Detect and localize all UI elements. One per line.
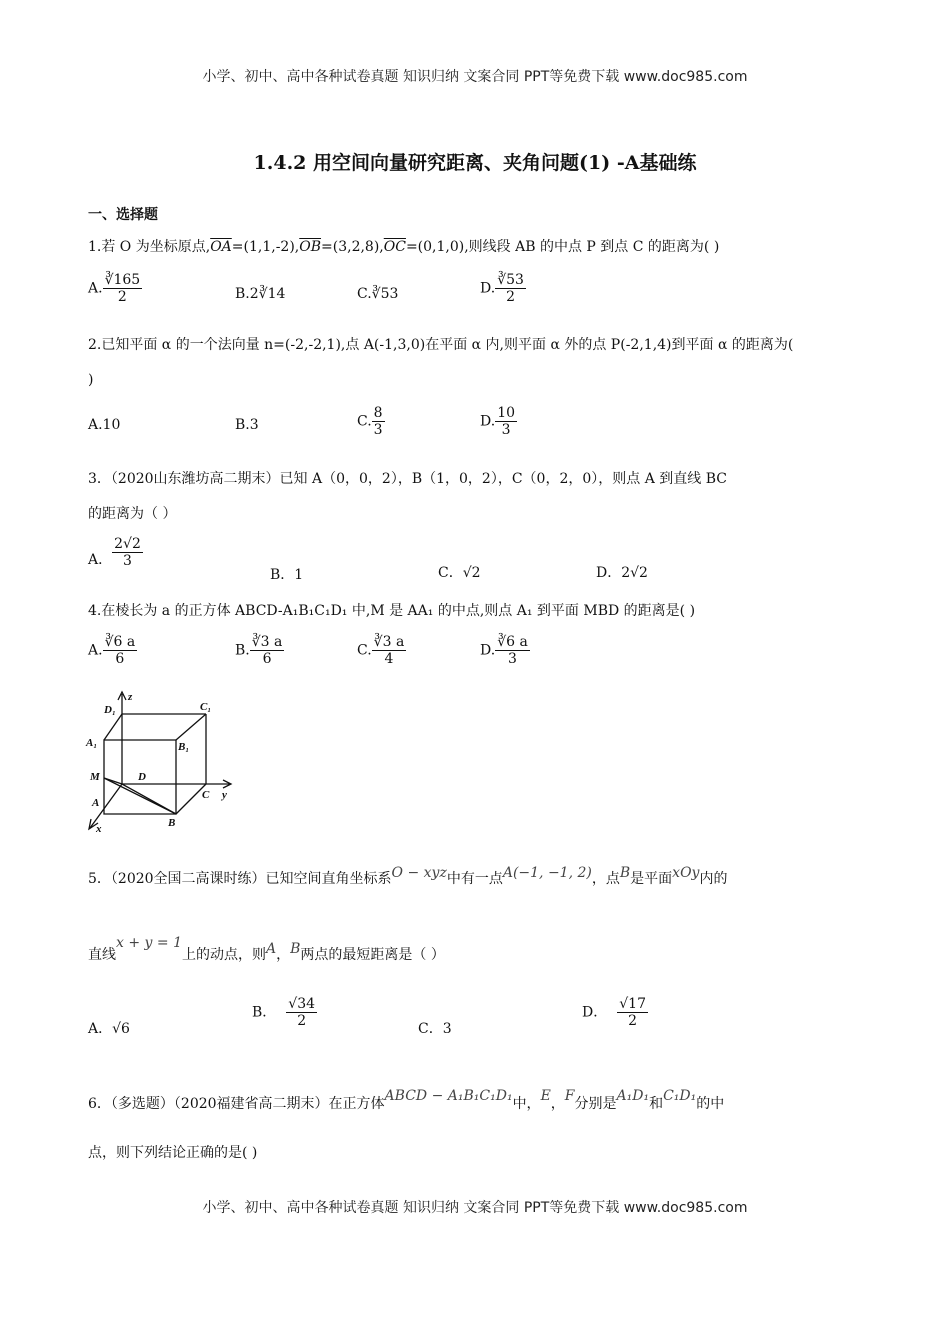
- q5-option-b[interactable]: B． $\frac{√34}{2}$: [252, 996, 316, 1029]
- question-2-line-2: ): [88, 372, 94, 388]
- q4-option-d[interactable]: D. $\frac{∛6 a}{3}$: [480, 634, 528, 667]
- fig-label-m: M: [90, 771, 100, 783]
- question-5-line-1: 5．（2020全国二高课时练）已知空间直角坐标系O − xyz中有一点A(−1, −1, 2)，点B是平面xOy内的: [88, 865, 728, 887]
- question-2-line-1: 2.已知平面 α 的一个法向量 n=(-2,-2,1),点 A(-1,3,0)在平面 α 内,则平面 α 外的点 P(-2,1,4)到平面 α 的距离为(: [88, 337, 794, 353]
- page-header: 小学、初中、高中各种试卷真题 知识归纳 文案合同 PPT等免费下载 www.doc985.com: [202, 69, 748, 85]
- fig-label-y: y: [222, 789, 227, 801]
- q3-option-b[interactable]: B．1: [270, 567, 304, 583]
- q1-option-b[interactable]: B.2∛14: [235, 286, 286, 302]
- q5-option-c[interactable]: C．3: [418, 1021, 452, 1037]
- question-3-line-2: 的距离为（ ）: [88, 506, 177, 522]
- page-title: 1.4.2 用空间向量研究距离、夹角问题(1) -A基础练: [253, 152, 697, 174]
- q3-option-d[interactable]: D．2√2: [596, 565, 648, 581]
- q3-option-a[interactable]: A． $\frac{2√2}{3}$: [88, 536, 141, 569]
- question-1: 1.若 O 为坐标原点$,\overline{OA}=(1,1,-2),\overline{OB}=(3,2,8),\overline{OC}=(0,1,0)$,则线段 AB 的中点 P 到点 C 的距离为( ): [88, 239, 720, 255]
- fig-label-b1: B₁: [178, 741, 190, 753]
- section-heading: 一、选择题: [88, 207, 158, 223]
- question-5-line-2: 直线x + y = 1上的动点，则A，B两点的最短距离是（ ）: [88, 935, 445, 963]
- fig-label-z: z: [128, 691, 133, 703]
- q2-option-a[interactable]: A.10: [88, 417, 121, 433]
- q2-option-c[interactable]: C. $\frac{8}{3}$: [357, 405, 383, 438]
- fig-label-x: x: [96, 823, 102, 835]
- question-6-line-1: 6．（多选题）（2020福建省高二期末）在正方体ABCD − A₁B₁C₁D₁中，E，F分别是A₁D₁和C₁D₁的中: [88, 1088, 725, 1112]
- fig-label-a1: A₁: [86, 737, 98, 749]
- q5-option-a[interactable]: A．√6: [88, 1021, 130, 1037]
- page-footer: 小学、初中、高中各种试卷真题 知识归纳 文案合同 PPT等免费下载 www.doc985.com: [202, 1200, 748, 1216]
- q2-option-d[interactable]: D. $\frac{10}{3}$: [480, 405, 516, 438]
- question-4: 4.在棱长为 a 的正方体 ABCD-A₁B₁C₁D₁ 中,M 是 AA₁ 的中点,则点 A₁ 到平面 MBD 的距离是( ): [88, 603, 696, 619]
- q1-option-d[interactable]: D. $\frac{∛53}{2}$: [480, 272, 524, 305]
- q2-option-b[interactable]: B.3: [235, 417, 259, 433]
- fig-label-b: B: [168, 817, 176, 829]
- q4-option-a[interactable]: A. $\frac{∛6 a}{6}$: [88, 634, 136, 667]
- question-3-line-1: 3．（2020山东潍坊高二期末）已知 A（0，0，2），B（1，0，2），C（0，2，0），则点 A 到直线 BC: [88, 471, 727, 487]
- cube-figure: [82, 688, 242, 836]
- q3-option-c[interactable]: C．√2: [438, 565, 481, 581]
- q1-option-a[interactable]: A. $\frac{∛165}{2}$: [88, 272, 141, 305]
- q4-option-b[interactable]: B. $\frac{∛3 a}{6}$: [235, 634, 283, 667]
- question-6-line-2: 点，则下列结论正确的是( ): [88, 1145, 258, 1161]
- q5-option-d[interactable]: D． $\frac{√17}{2}$: [582, 996, 646, 1029]
- fig-label-d1: D₁: [104, 704, 116, 716]
- fig-label-c1: C₁: [200, 701, 212, 713]
- q1-option-c[interactable]: C.∛53: [357, 286, 399, 302]
- fig-label-c: C: [202, 789, 210, 801]
- q4-option-c[interactable]: C. $\frac{∛3 a}{4}$: [357, 634, 405, 667]
- fig-label-d: D: [138, 771, 146, 783]
- fig-label-a: A: [92, 797, 100, 809]
